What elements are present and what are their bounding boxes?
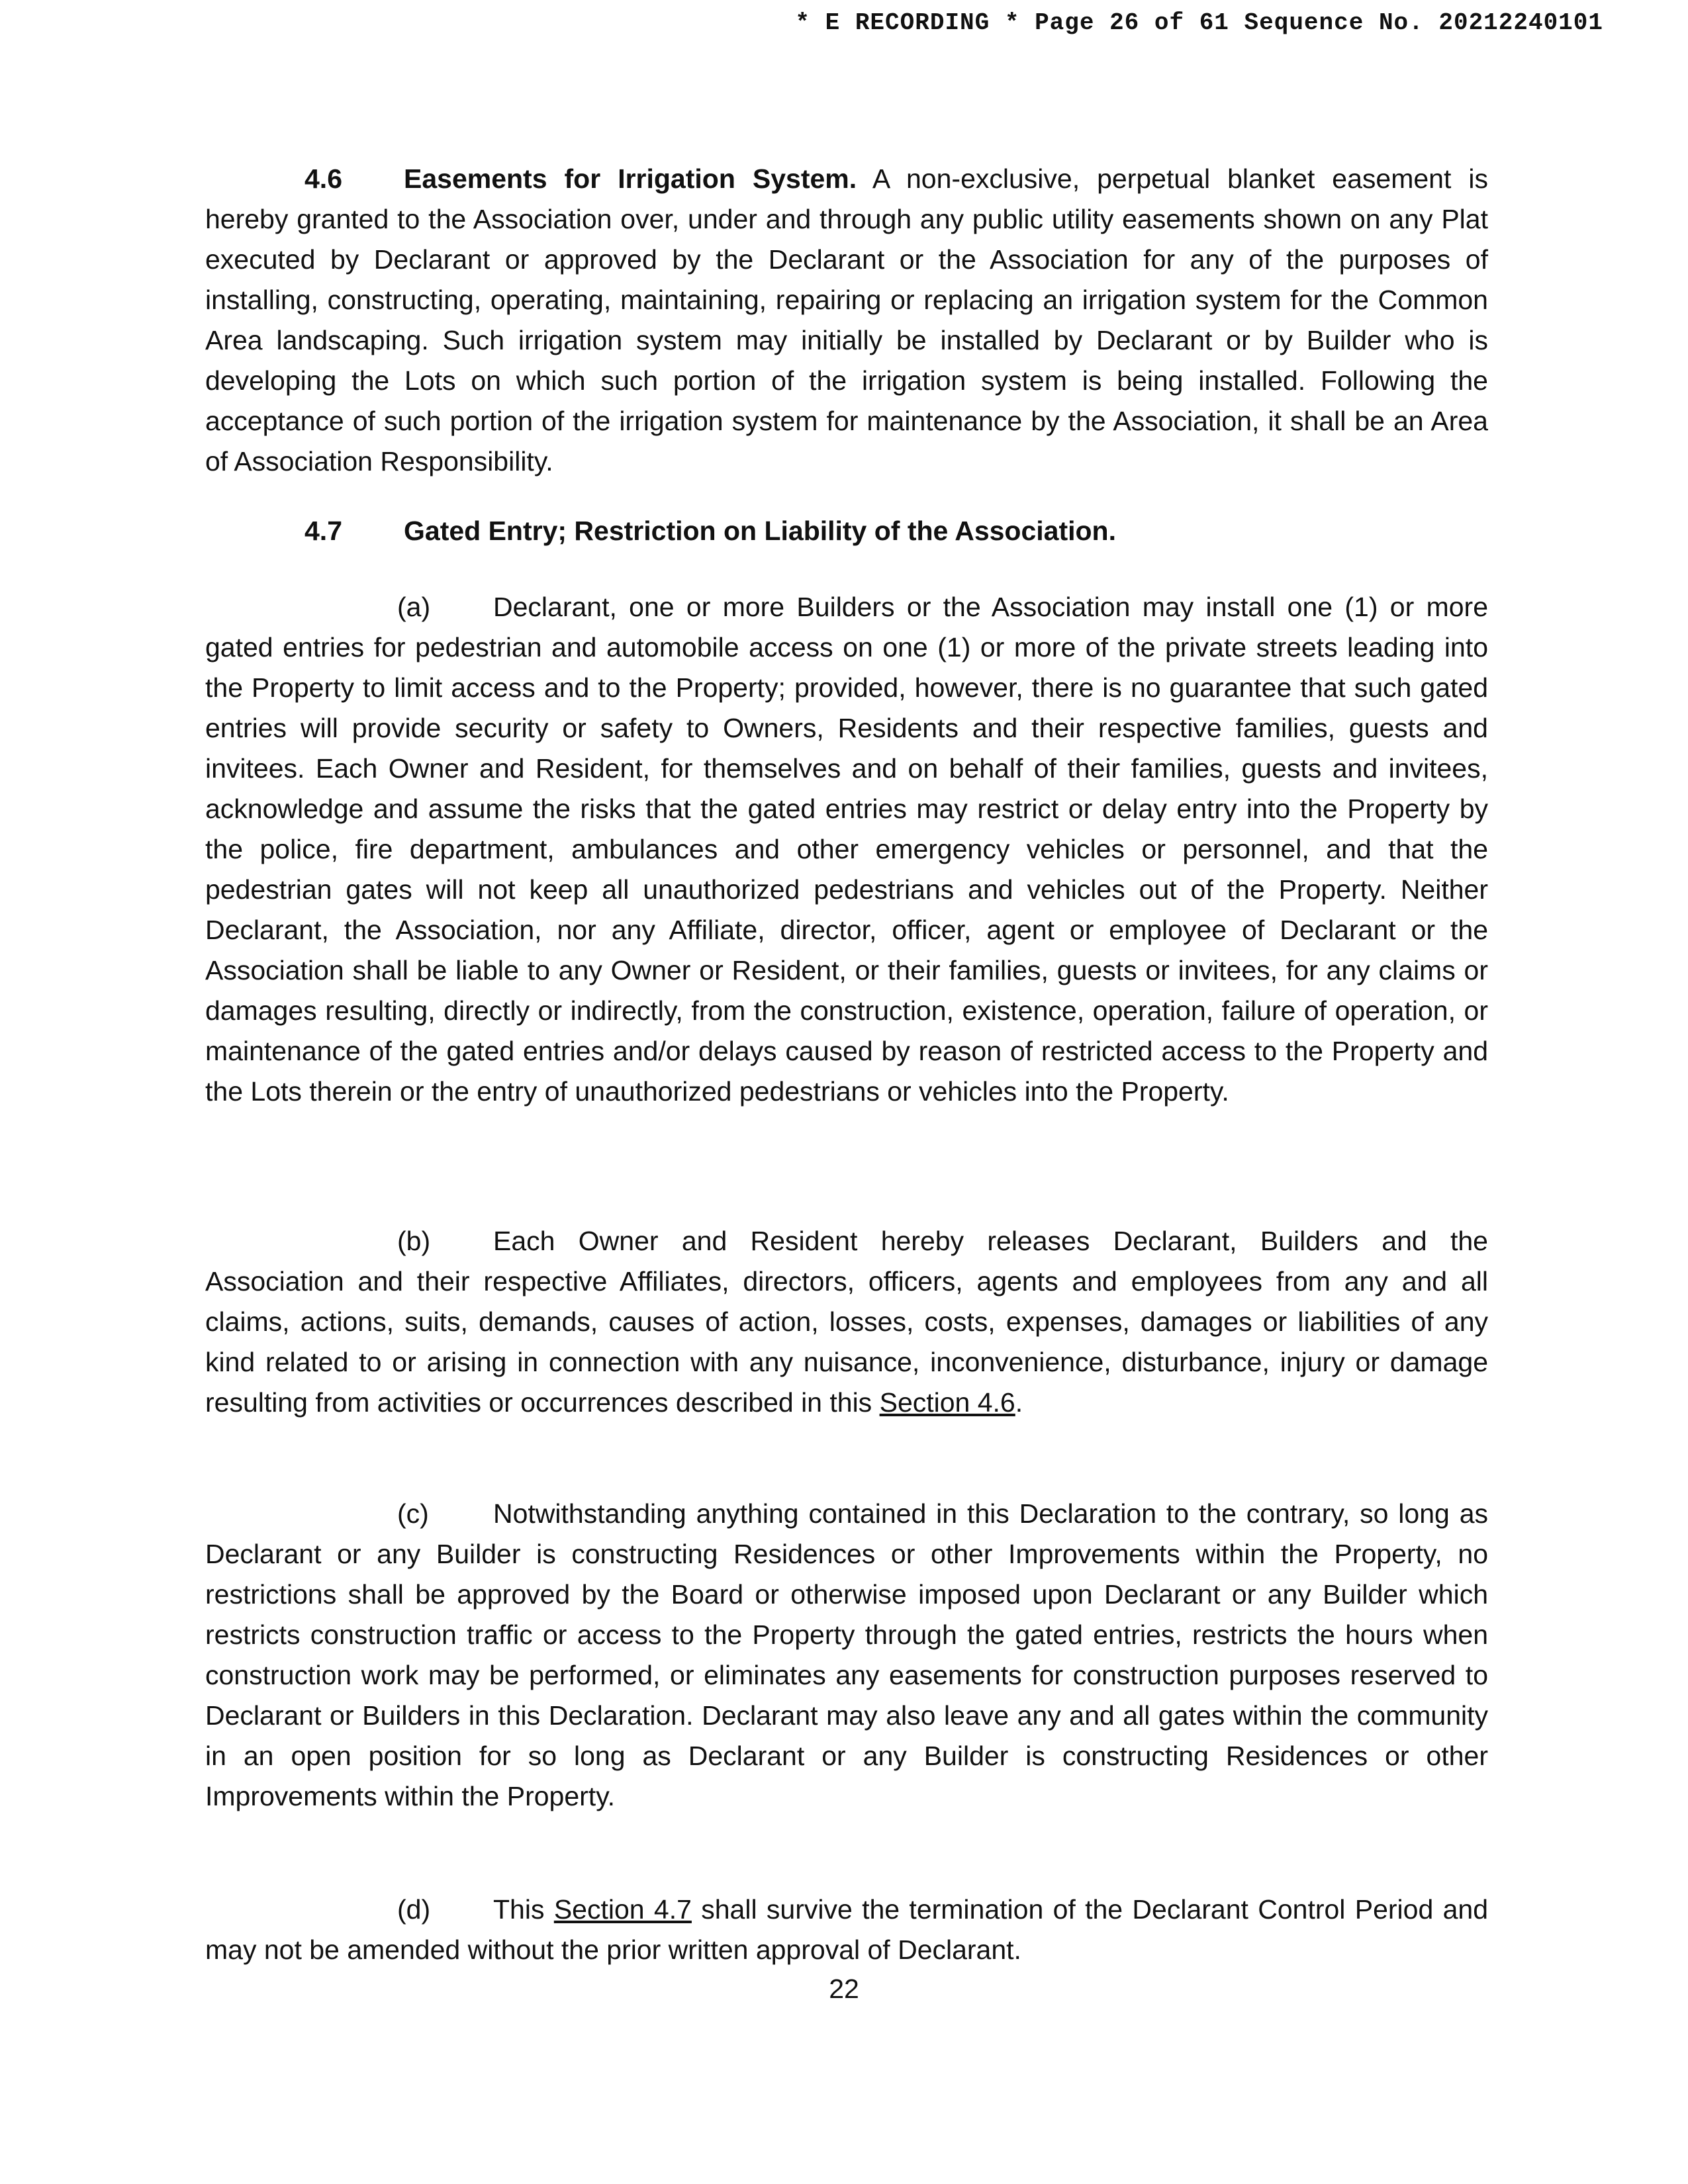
section-reference-link: Section 4.7 [553,1894,692,1925]
paragraph-b [205,1221,1488,1423]
period: . [1015,1387,1023,1418]
section-4-7-heading [205,511,1488,551]
paragraph-label: (a) [397,592,431,622]
page-number: 22 [829,1974,859,2004]
paragraph-c [205,1494,1488,1817]
section-text: A non-exclusive, perpetual blanket easement is hereby granted to the Association over, under and through any public utility easements shown on any Plat executed by Declarant or approved by the Declarant or the Association for any of the purposes of installing, constructing, operating, maintaining, repairing or replacing an irrigation system for the Common Area landscaping. Such irrigation system may initially be installed by Declarant or by Builder who is developing the Lots on which such portion of the irrigation system is being installed. Following the acceptance of such portion of the irrigation system for maintenance by the Association, it shall be an Area of Association Responsibility. [205,163,1488,477]
section-number: 4.6 [305,163,342,194]
paragraph-d [205,1889,1488,1970]
paragraph-text: Each Owner and Resident hereby releases Declarant, Builders and the Association and their respective Affiliates, directors, officers, agents and employees from any and all claims, actions, suits, demands, causes of action, losses, costs, expenses, damages or liabilities of any kind related to or arising in connection with any nuisance, inconvenience, disturbance, injury or damage resulting from activities or occurrences described in this [205,1226,1488,1418]
paragraph-a [205,587,1488,1112]
paragraph-text: Declarant, one or more Builders or the Association may install one (1) or more gated entries for pedestrian and automobile access on one (1) or more of the private streets leading into the Property to limit access and to the Property; provided, however, there is no guarantee that such gated entries will provide security or safety to Owners, Residents and their respective families, guests and invitees. Each Owner and Resident, for themselves and on behalf of their families, guests and invitees, acknowledge and assume the risks that the gated entries may restrict or delay entry into the Property by the police, fire department, ambulances and other emergency vehicles or personnel, and that the pedestrian gates will not keep all unauthorized pedestrians and vehicles out of the Property. Neither Declarant, the Association, nor any Affiliate, director, officer, agent or employee of Declarant or the Association shall be liable to any Owner or Resident, or their families, guests or invitees, for any claims or damages resulting, directly or indirectly, from the construction, existence, operation, failure of operation, or maintenance of the gated entries and/or delays caused by reason of restricted access to the Property and the Lots therein or the entry of unauthorized pedestrians or vehicles into the Property. [205,592,1488,1107]
paragraph-label: (d) [397,1894,431,1925]
section-title: Easements for Irrigation System. [404,163,857,194]
recording-header: * E RECORDING * Page 26 of 61 Sequence No. 20212240101 [795,9,1603,36]
section-title: Gated Entry; Restriction on Liability of the Association. [404,516,1116,546]
section-reference-link: Section 4.6 [879,1387,1015,1418]
paragraph-text: shall survive the termination of the Declarant Control Period and may not be amended without the prior written approval of Declarant. [205,1894,1488,1965]
paragraph-label: (b) [397,1226,431,1256]
paragraph-label: (c) [397,1498,429,1529]
paragraph-text: This [493,1894,545,1925]
paragraph-text: Notwithstanding anything contained in this Declaration to the contrary, so long as Declarant or any Builder is constructing Residences or other Improvements within the Property, no restrictions shall be approved by the Board or otherwise imposed upon Declarant or any Builder which restricts construction traffic or access to the Property through the gated entries, restricts the hours when construction work may be performed, or eliminates any easements for construction purposes reserved to Declarant or Builders in this Declaration. Declarant may also leave any and all gates within the community in an open position for so long as Declarant or any Builder is constructing Residences or other Improvements within the Property. [205,1498,1488,1811]
section-4-6 [205,159,1488,482]
section-number: 4.7 [305,516,342,546]
